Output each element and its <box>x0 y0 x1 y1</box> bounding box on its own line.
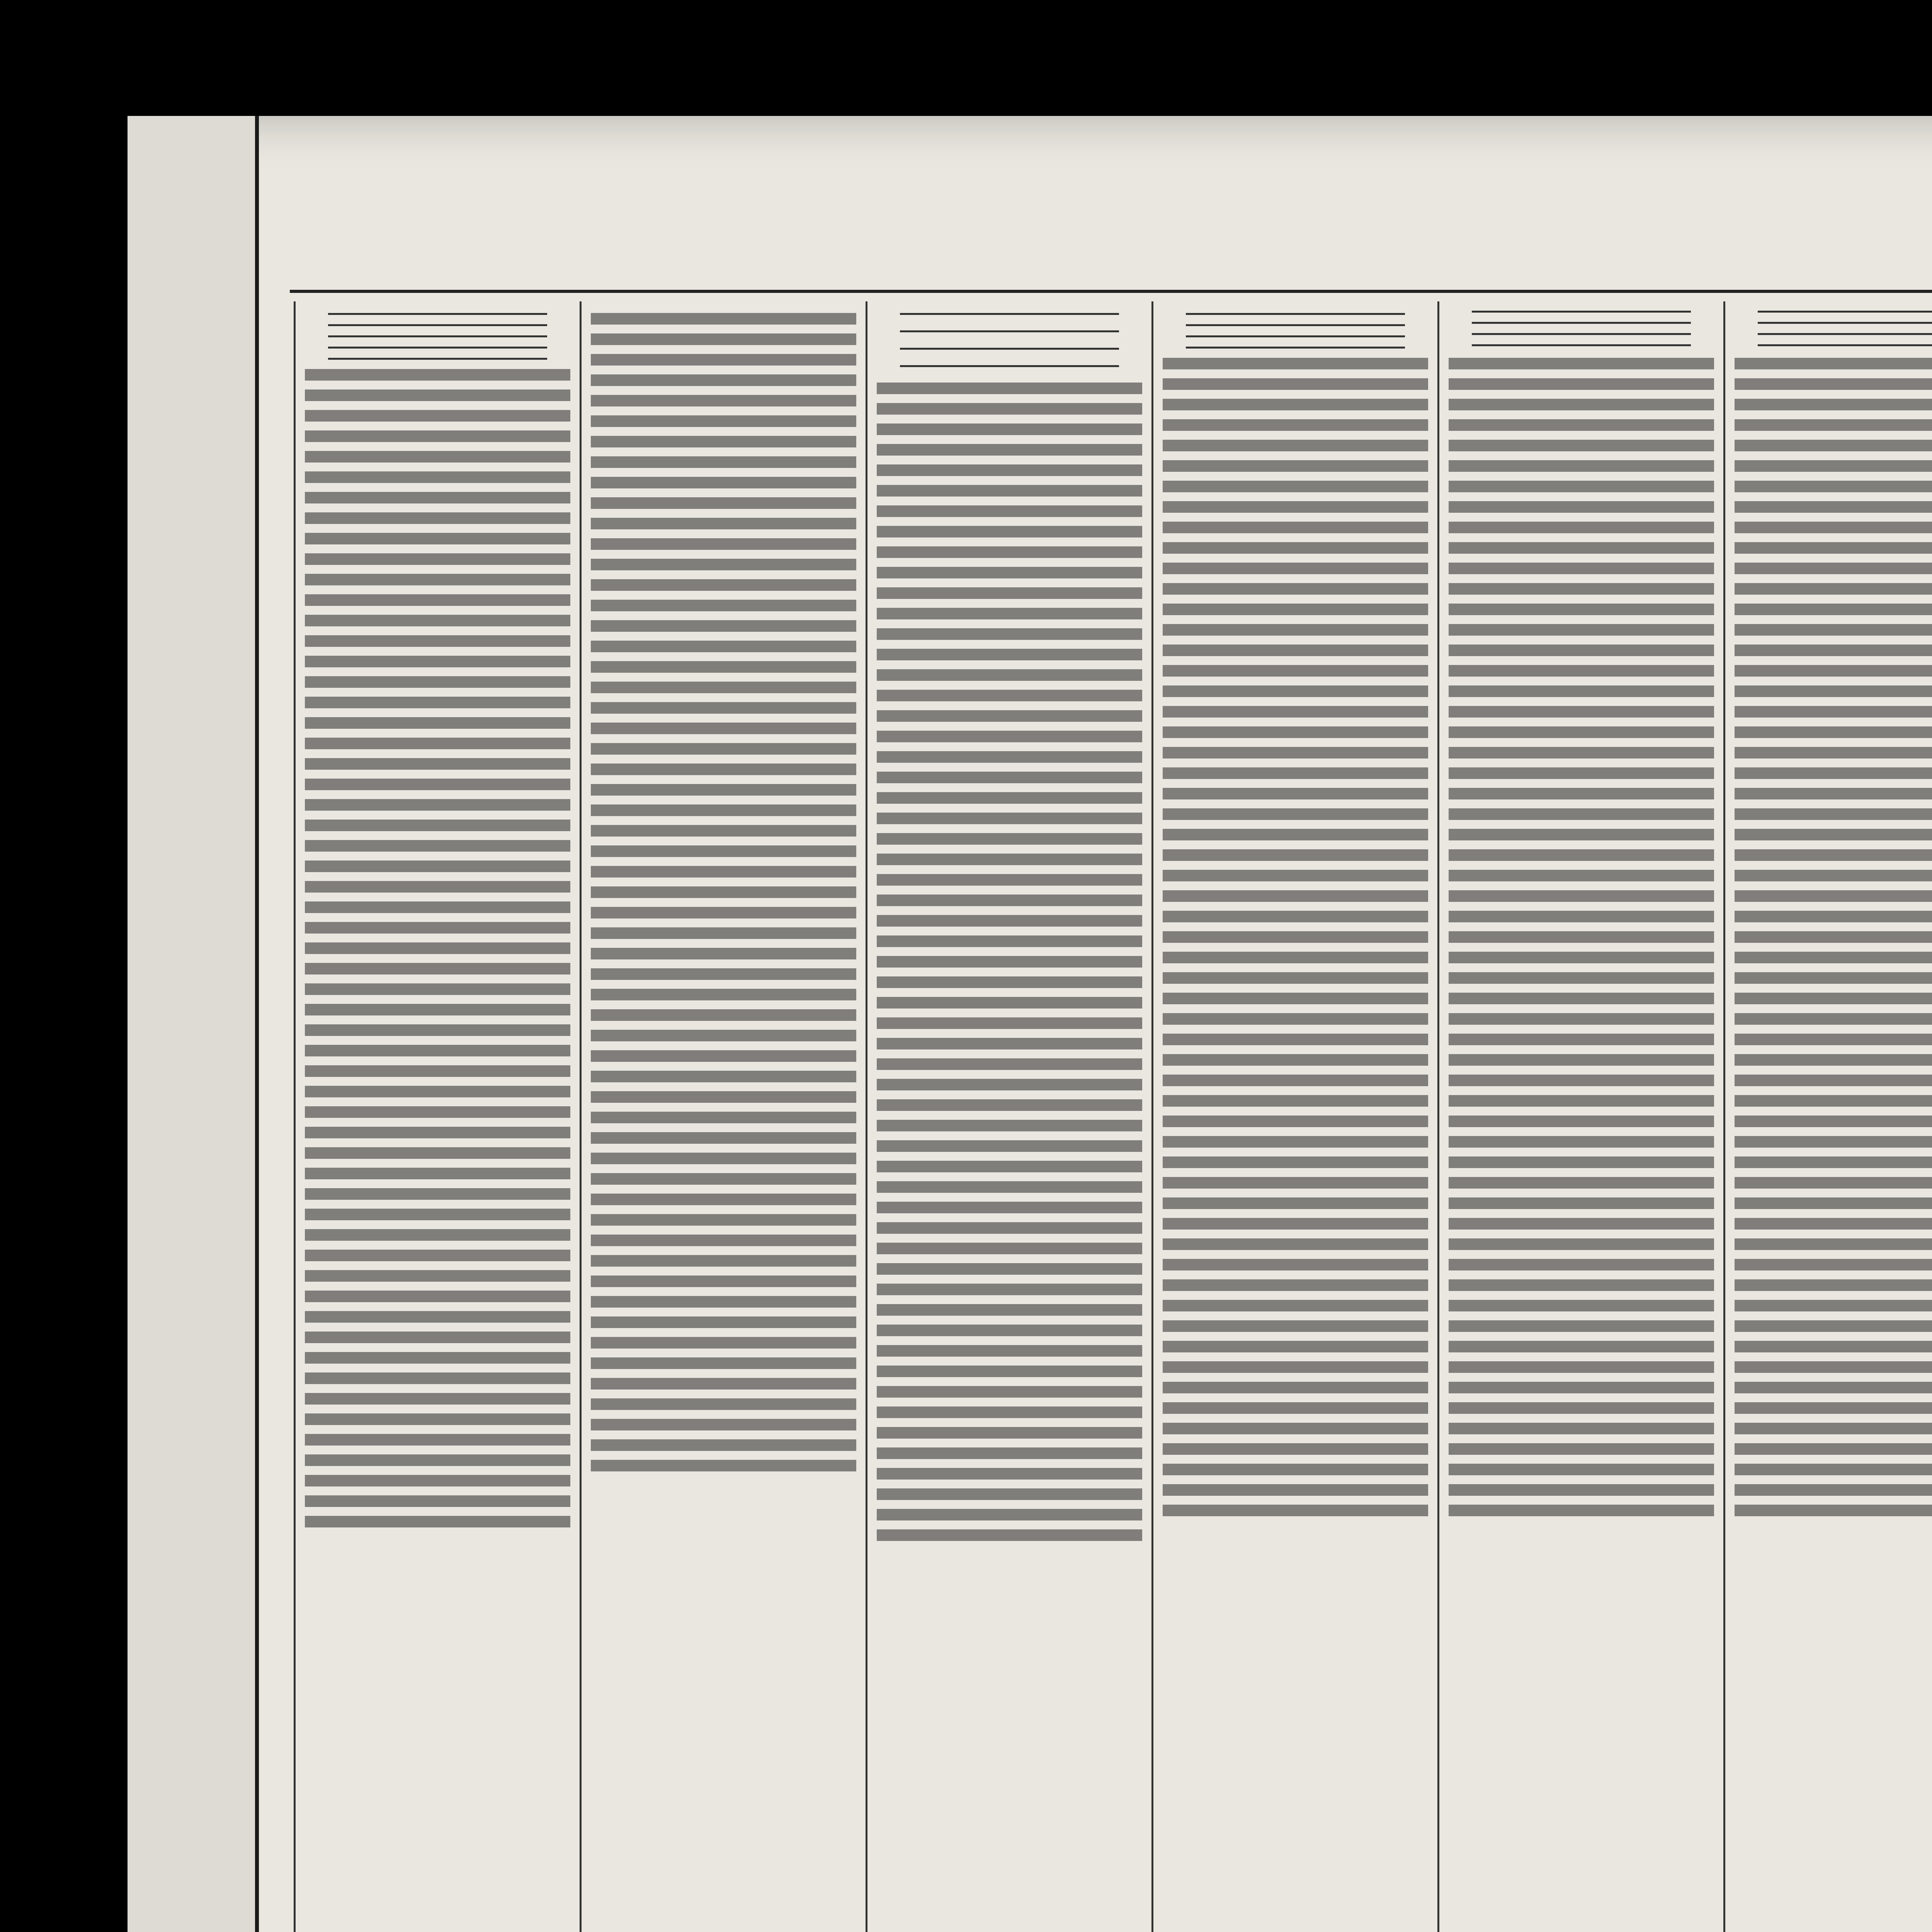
divider <box>328 347 547 349</box>
text-fill <box>591 313 856 1472</box>
newspaper-page <box>128 116 1932 1932</box>
masthead <box>290 224 1932 293</box>
divider <box>1472 311 1691 313</box>
column-4 <box>1151 301 1437 1932</box>
divider <box>1472 333 1691 335</box>
column-6 <box>1723 301 1932 1932</box>
adjacent-page-fragment <box>128 116 259 1932</box>
divider <box>1758 344 1932 346</box>
divider <box>328 335 547 337</box>
text-fill <box>305 369 570 1528</box>
text-fill <box>1449 358 1714 1517</box>
divider <box>900 330 1119 332</box>
divider <box>1186 324 1405 326</box>
text-fill <box>1735 358 1932 1517</box>
divider <box>1758 311 1932 313</box>
divider <box>328 313 547 315</box>
divider <box>1758 322 1932 324</box>
divider <box>1472 322 1691 324</box>
divider <box>1758 333 1932 335</box>
text-fill <box>1163 358 1428 1517</box>
column-2 <box>580 301 866 1932</box>
divider <box>1186 347 1405 349</box>
divider <box>1186 335 1405 337</box>
column-1 <box>294 301 580 1932</box>
divider <box>900 348 1119 350</box>
divider <box>900 365 1119 367</box>
divider <box>328 324 547 326</box>
column-5 <box>1437 301 1723 1932</box>
divider <box>900 313 1119 315</box>
divider <box>1186 313 1405 315</box>
text-fill <box>877 383 1142 1542</box>
column-3 <box>866 301 1151 1932</box>
divider <box>1472 344 1691 346</box>
divider <box>328 358 547 360</box>
